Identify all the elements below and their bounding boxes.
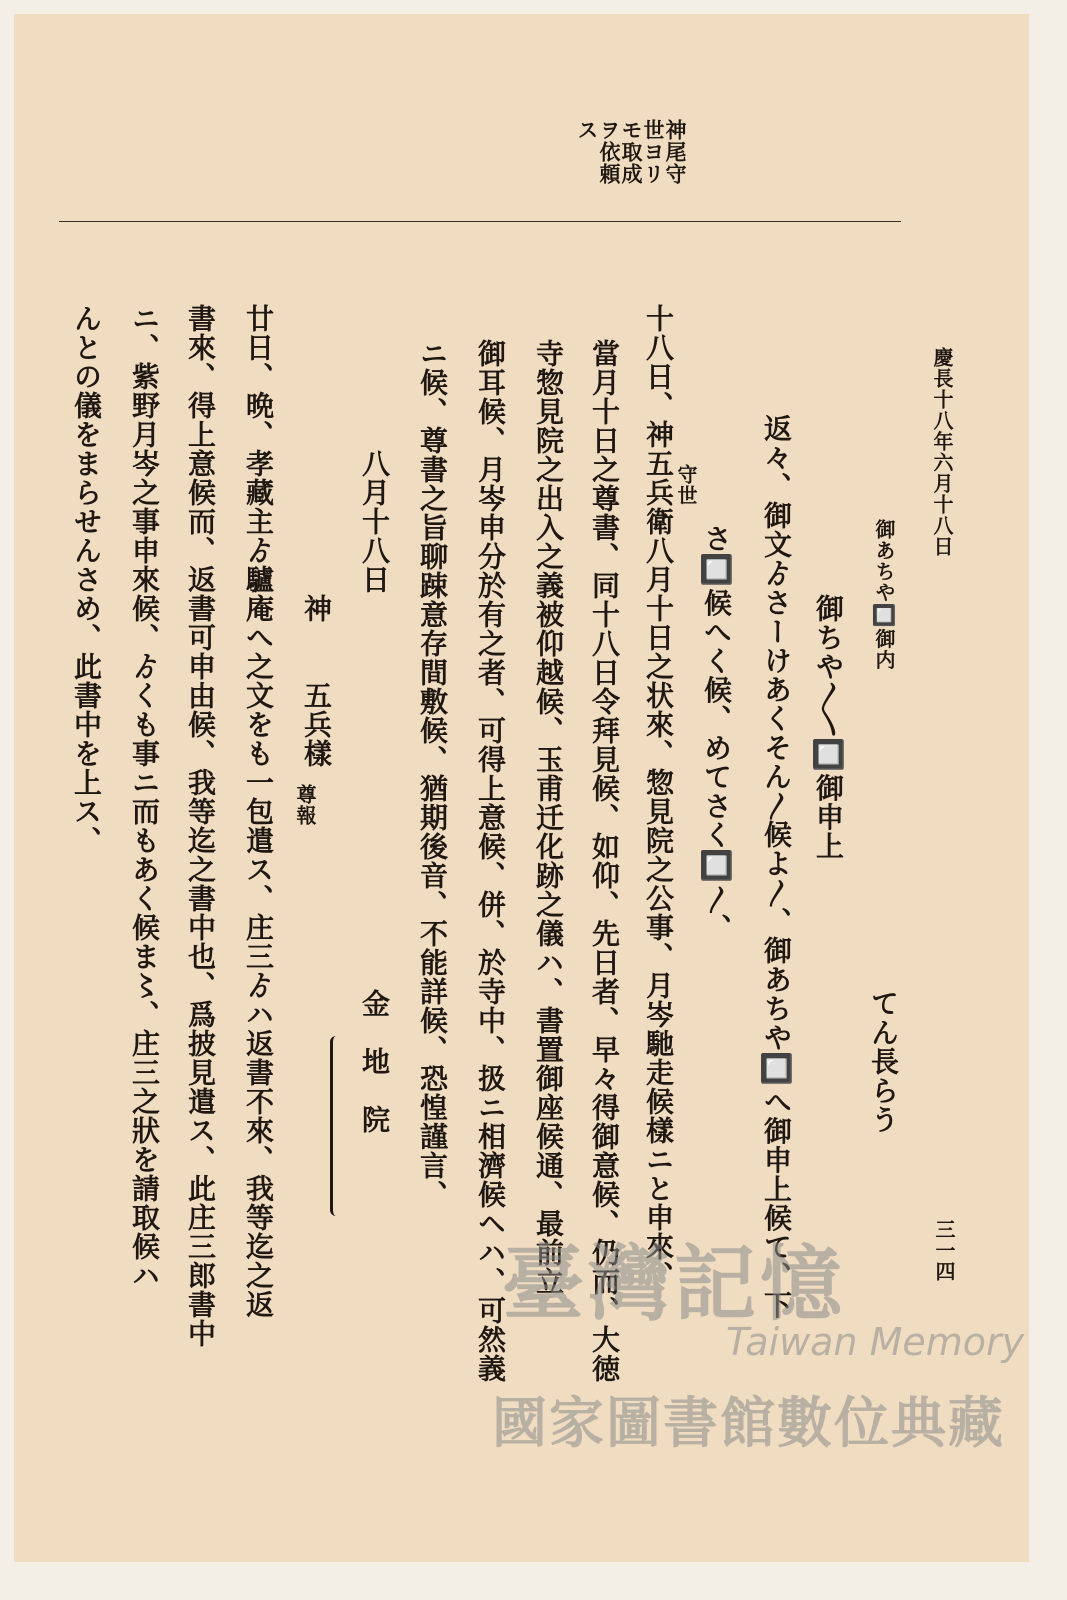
text-line-15: 廿日、晩、孝藏主ゟ驢庵へ之文をも一包遣ス、庄三ゟハ返書不來、我等迄之返 (242, 304, 275, 1319)
header-date: 慶長十八年六月十八日 (930, 347, 954, 557)
text-line-8: 寺惣見院之出入之義被仰越候、玉甫迁化跡之儀ハ、書置御座候通、最前立 (532, 339, 565, 1296)
text-line-17: ニ、紫野月岑之事申來候、ゟくも事ニ而もあく候ま〻、庄三之狀を請取候ハ (128, 304, 161, 1290)
text-line-5: さ🔲候へく候、めてさく🔲〳、 (700, 524, 733, 943)
recipient-honorific: 尊報 (293, 784, 317, 826)
text-line-3: 御ちや〳〵🔲御申上 (812, 594, 845, 861)
book-page (14, 14, 1029, 1562)
text-line-2: 御あちや🔲御内 (872, 519, 896, 671)
watermark-chinese: 臺灣記憶 (502, 1237, 847, 1332)
text-line-4: 返々、御文ゟさーけあくそん〳候よ〳、御あちや🔲へ御申上候て、下 (760, 414, 793, 1320)
text-line-18: んとの儀をまらせんさめ、此書中を上ス、 (70, 304, 103, 855)
header-rule (59, 221, 901, 222)
recipient-name: 神 五兵樣 (300, 594, 333, 768)
letter-date: 八月十八日 (358, 449, 391, 594)
page-number: 三一四 (932, 1219, 956, 1282)
text-line-7: 當月十日之尊書、同十八日令拜見候、如仰、先日者、早々得御意候、仍而、大徳 (588, 339, 621, 1383)
watermark-english: Taiwan Memory (726, 1320, 1025, 1364)
text-line-10: ニ候、尊書之旨聊踈意存間敷候、猶期後音、不能詳候、恐惶謹言、 (416, 339, 449, 1209)
signature-brace (330, 1036, 341, 1216)
text-line-16: 書來、得上意候而、返書可申由候、我等迄之書中也、爲披見遣ス、此庄三郎書中 (184, 304, 217, 1348)
text-line-9: 御耳候、月岑申分於有之者、可得上意候、併、於寺中、扱ニ相濟候ヘハ、可然義 (474, 339, 507, 1383)
text-line-6: 十八日、神五兵衛八月十日之状來、惣見院之公事、月岑馳走候樣ニと申來、 (642, 304, 675, 1290)
interlinear-note: 守世 (674, 464, 698, 506)
watermark-subtitle: 國家圖書館數位典藏 (492, 1391, 1006, 1455)
margin-note: 神尾守世ヨリモ取成ヲ依頼ス (575, 119, 688, 185)
text-line-1: てん長らう (867, 989, 900, 1134)
sender-name: 金 地 院 (358, 989, 391, 1134)
